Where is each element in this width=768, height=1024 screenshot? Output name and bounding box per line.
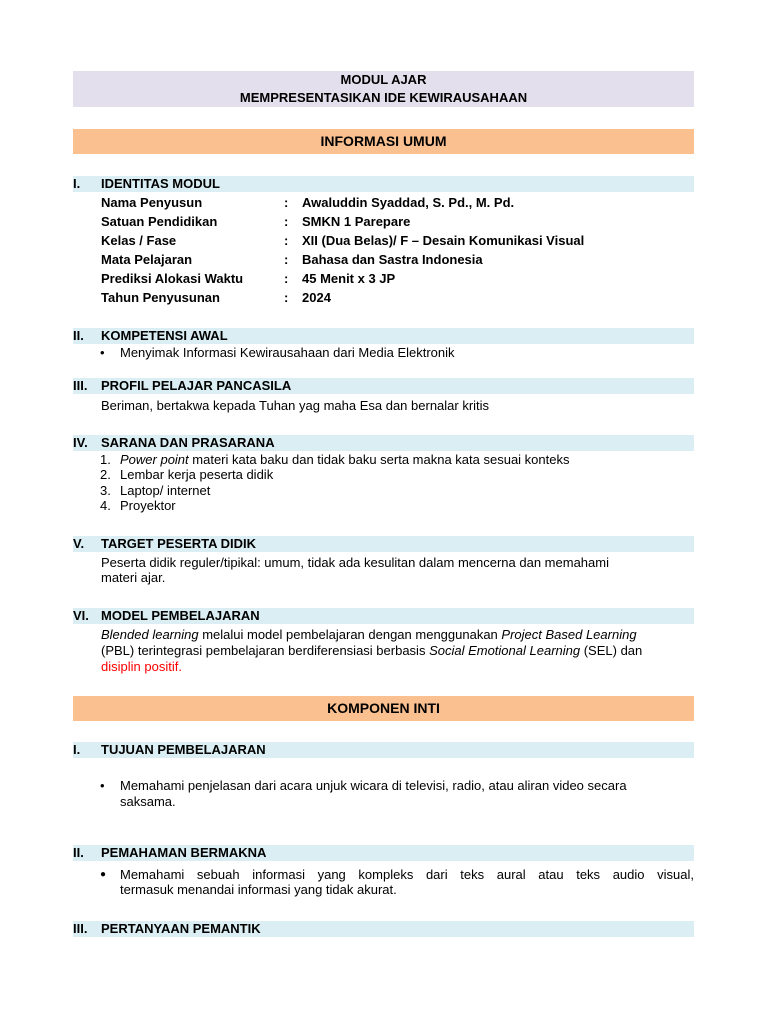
list-number: 2.: [100, 467, 111, 482]
list-item-text: Proyektor: [120, 498, 176, 513]
bullet-icon: •: [100, 345, 105, 360]
list-number: 4.: [100, 498, 111, 513]
identity-colon: :: [284, 195, 289, 210]
identity-value: 45 Menit x 3 JP: [302, 271, 396, 286]
profil-text: Beriman, bertakwa kepada Tuhan yag maha Esa dan bernalar kritis: [101, 398, 490, 413]
bullet-icon: •: [100, 778, 105, 793]
identity-colon: :: [284, 290, 289, 305]
section-number: I.: [73, 176, 81, 191]
komponen-inti-header: KOMPONEN INTI: [73, 696, 694, 721]
section-number: I.: [73, 742, 81, 757]
identity-label: Tahun Penyusunan: [101, 290, 220, 305]
list-item-text: Menyimak Informasi Kewirausahaan dari Media Elektronik: [120, 345, 455, 360]
section-kompetensi-awal: [73, 328, 694, 344]
list-item: [100, 867, 694, 882]
section-number: II.: [73, 845, 84, 860]
target-text-line2: materi ajar.: [101, 570, 166, 585]
module-title-line2: MEMPRESENTASIKAN IDE KEWIRAUSAHAAN: [239, 90, 528, 105]
section-model-pembelajaran: [73, 608, 694, 624]
section-title: TUJUAN PEMBELAJARAN: [101, 742, 266, 757]
list-item-text: Laptop/ internet: [120, 483, 211, 498]
identity-value: 2024: [302, 290, 331, 305]
section-number: II.: [73, 328, 84, 343]
list-item-emphasis: Power point: [120, 452, 189, 467]
identity-colon: :: [284, 214, 289, 229]
list-item: [100, 452, 570, 467]
model-emphasis: Project Based Learning: [501, 627, 637, 642]
identity-label: Nama Penyusun: [101, 195, 203, 210]
target-text-line1: Peserta didik reguler/tipikal: umum, tidak ada kesulitan dalam mencerna dan memahami: [101, 555, 609, 570]
section-number: VI.: [73, 608, 89, 623]
list-item: [100, 778, 627, 793]
section-pemahaman-bermakna: [73, 845, 694, 861]
list-item: [100, 483, 211, 498]
identity-value: XII (Dua Belas)/ F – Desain Komunikasi Visual: [302, 233, 585, 248]
section-title: KOMPETENSI AWAL: [101, 328, 228, 343]
model-emphasis: Blended learning: [101, 627, 199, 642]
section-title: SARANA DAN PRASARANA: [101, 435, 275, 450]
model-text-line2: [101, 643, 642, 658]
identity-label: Prediksi Alokasi Waktu: [101, 271, 244, 286]
list-item-text: Lembar kerja peserta didik: [120, 467, 274, 482]
section-sarana-prasarana: [73, 435, 694, 451]
list-item: [100, 498, 176, 513]
identity-colon: :: [284, 233, 289, 248]
section-tujuan-pembelajaran: [73, 742, 694, 758]
identity-colon: :: [284, 252, 289, 267]
model-emphasis: Social Emotional Learning: [429, 643, 581, 658]
section-title: MODEL PEMBELAJARAN: [101, 608, 260, 623]
list-item-continuation: saksama.: [120, 794, 176, 809]
section-title: PERTANYAAN PEMANTIK: [101, 921, 261, 936]
identity-value: Awaluddin Syaddad, S. Pd., M. Pd.: [302, 195, 515, 210]
list-item-text: Memahami penjelasan dari acara unjuk wicara di televisi, radio, atau aliran video secara: [120, 778, 627, 793]
model-text-line1: [101, 627, 637, 642]
list-item-text: materi kata baku dan tidak baku serta makna kata sesuai konteks: [188, 452, 570, 467]
identity-label: Satuan Pendidikan: [101, 214, 218, 229]
section-number: III.: [73, 378, 88, 393]
module-title-line1: MODUL AJAR: [340, 72, 427, 87]
section-identitas-modul: [73, 176, 694, 192]
bullet-icon: ●: [100, 869, 107, 880]
list-item: [100, 345, 455, 360]
model-text: (SEL) dan: [580, 643, 643, 658]
section-profil-pelajar: [73, 378, 694, 394]
section-pertanyaan-pemantik: [73, 921, 694, 937]
identity-label: Mata Pelajaran: [101, 252, 193, 267]
section-target-peserta: [73, 536, 694, 552]
list-item-continuation: termasuk menandai informasi yang tidak akurat.: [120, 882, 397, 897]
section-number: IV.: [73, 435, 88, 450]
model-text-line3: disiplin positif.: [101, 659, 182, 674]
list-number: 3.: [100, 483, 111, 498]
section-title: IDENTITAS MODUL: [101, 176, 220, 191]
model-text: melalui model pembelajaran dengan menggunakan: [198, 627, 502, 642]
list-item: [100, 467, 274, 482]
list-item-text: Memahami sebuah informasi yang kompleks dari teks aural atau teks audio visual,: [120, 867, 694, 882]
section-title: TARGET PESERTA DIDIK: [101, 536, 257, 551]
module-title-box: [73, 71, 694, 107]
section-number: III.: [73, 921, 88, 936]
identity-value: Bahasa dan Sastra Indonesia: [302, 252, 483, 267]
section-title: PROFIL PELAJAR PANCASILA: [101, 378, 292, 393]
list-number: 1.: [100, 452, 111, 467]
identity-colon: :: [284, 271, 289, 286]
informasi-umum-header: INFORMASI UMUM: [73, 129, 694, 154]
identity-value: SMKN 1 Parepare: [302, 214, 411, 229]
section-number: V.: [73, 536, 85, 551]
identity-label: Kelas / Fase: [101, 233, 177, 248]
model-text: (PBL) terintegrasi pembelajaran berdiferensiasi berbasis: [101, 643, 430, 658]
section-title: PEMAHAMAN BERMAKNA: [101, 845, 267, 860]
